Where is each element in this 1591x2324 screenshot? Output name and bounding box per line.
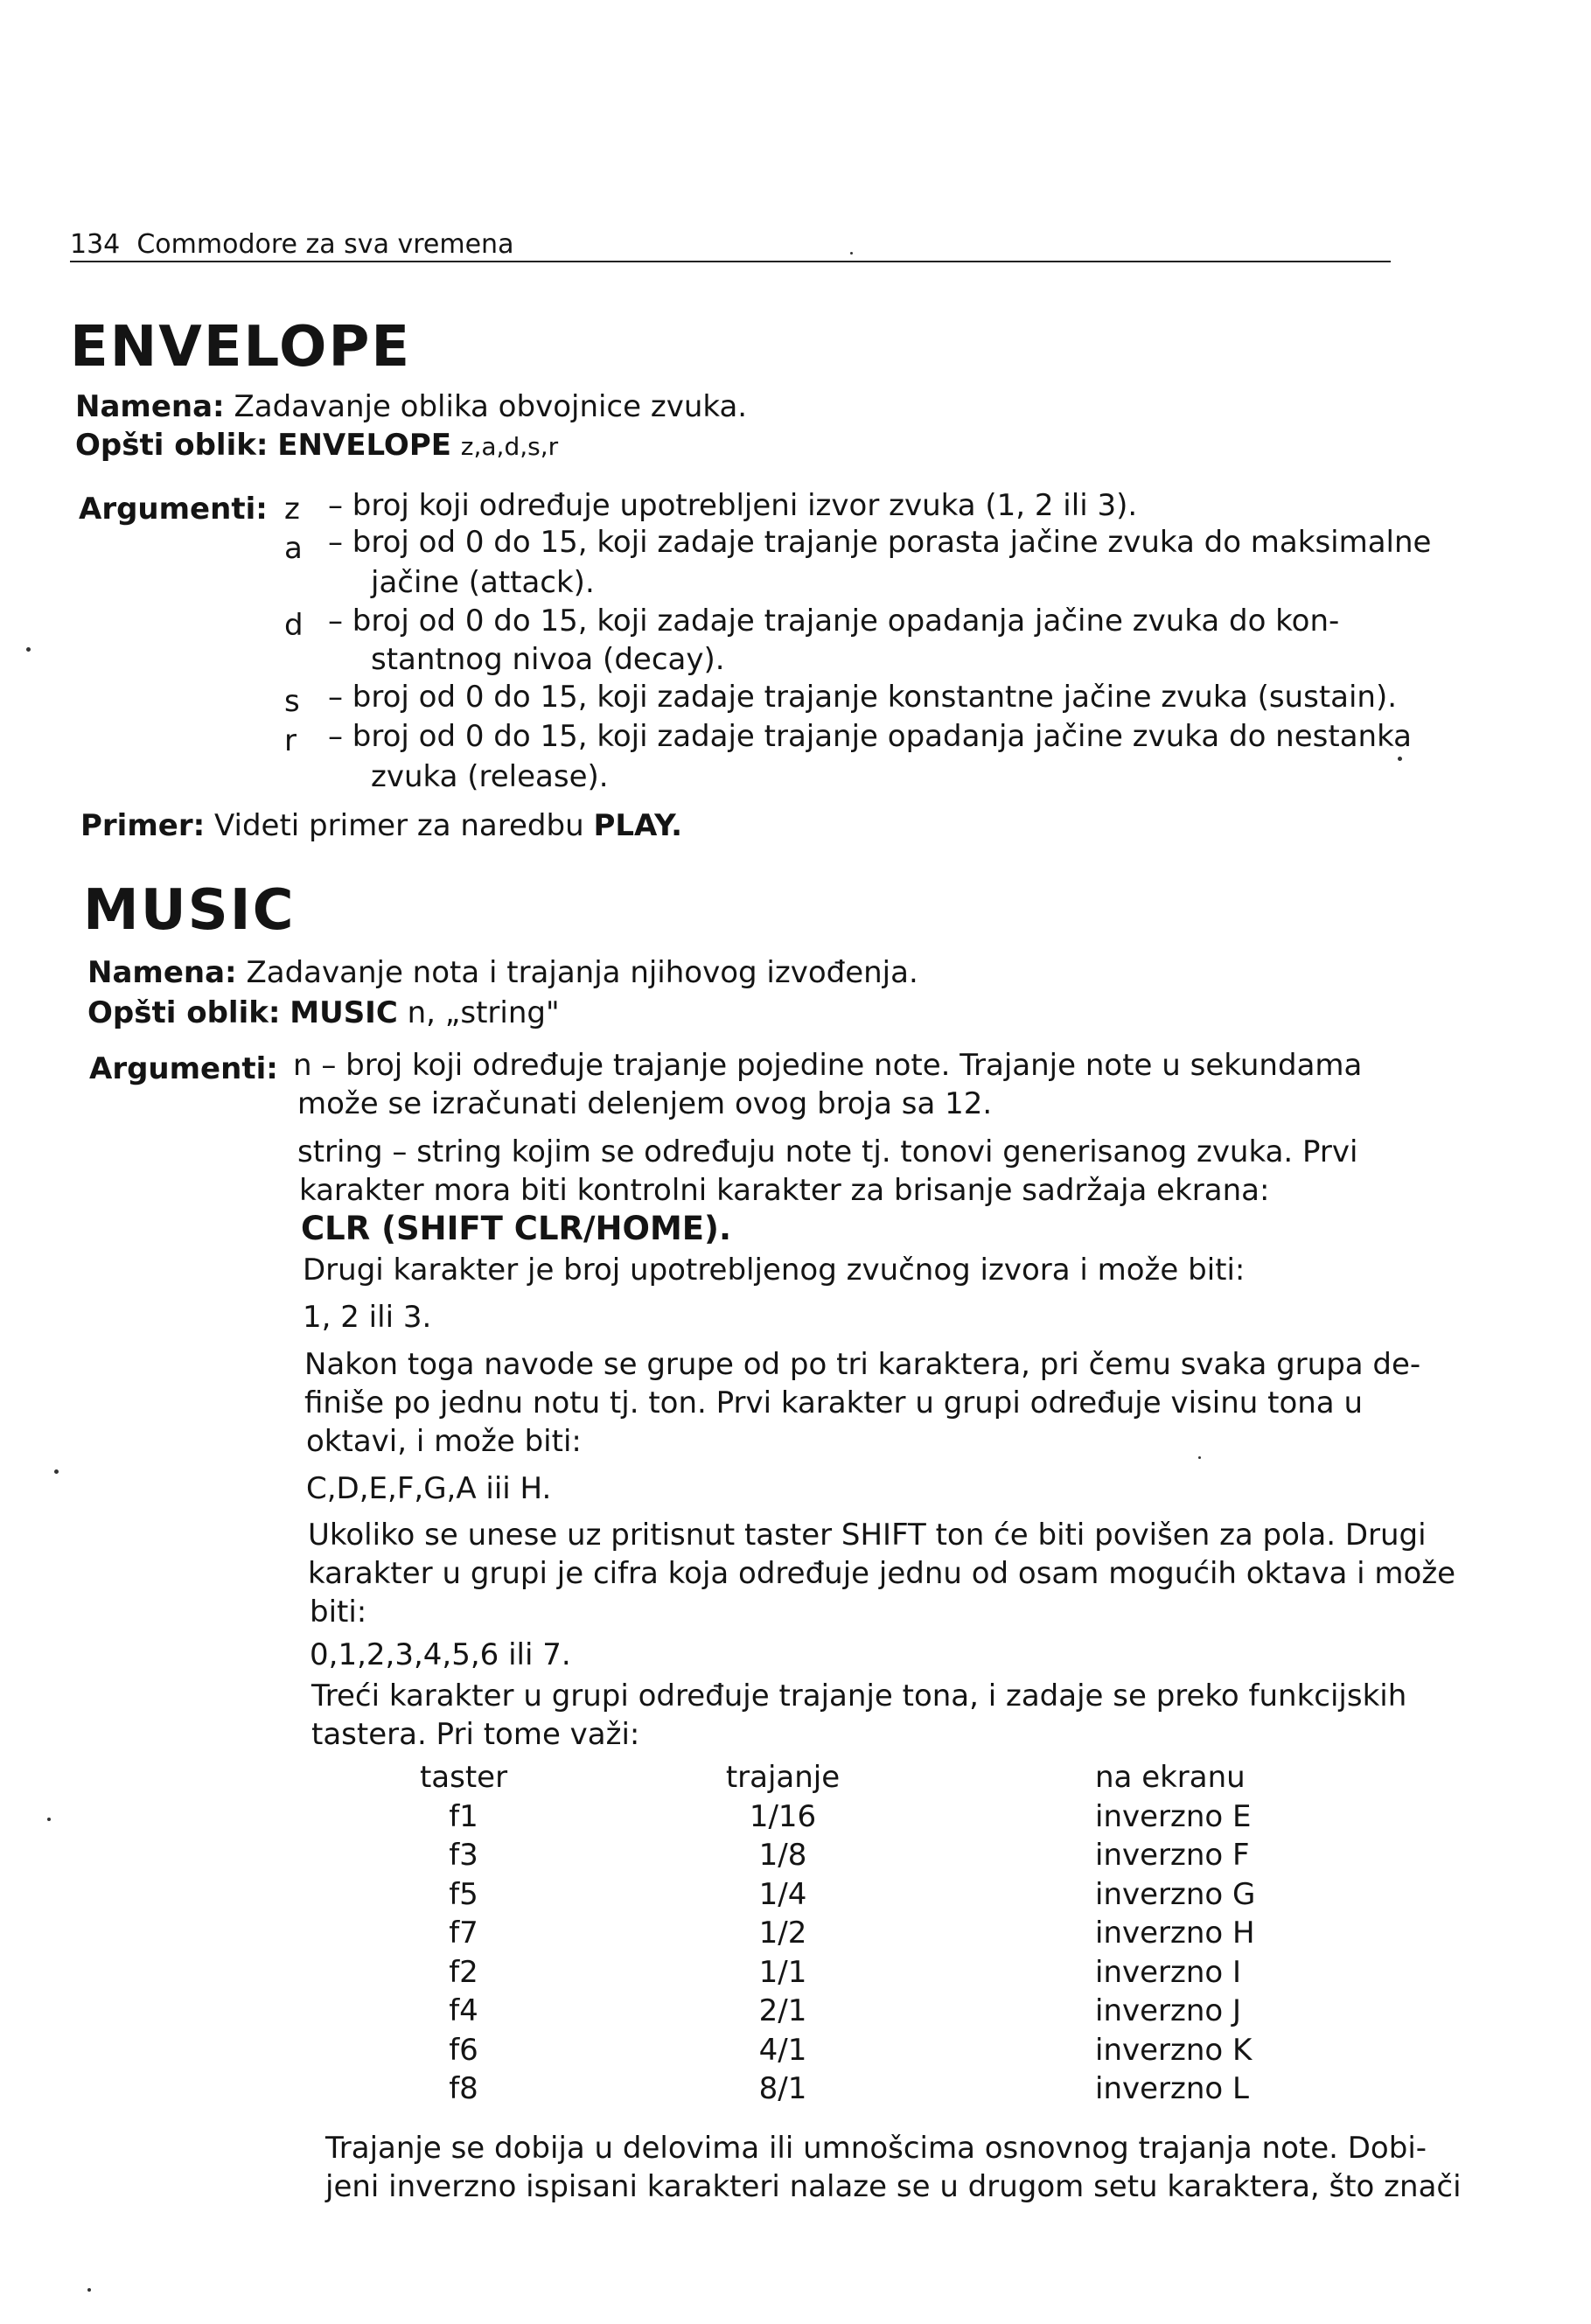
closing-paragraph-line: Trajanje se dobija u delovima ili umnošcima osnovnog trajanja note. Dobi-: [325, 2131, 1427, 2166]
table-cell-key: f6: [449, 2032, 478, 2068]
envelope-example: [80, 806, 682, 845]
arg-text-cont: stantnog nivoa (decay).: [371, 642, 725, 677]
table-cell-screen: inverzno F: [1095, 1838, 1250, 1873]
table-row: [398, 1955, 1360, 1994]
scan-speck: [850, 252, 853, 255]
table-cell-screen: inverzno J: [1095, 1993, 1242, 2028]
form-args: n, „string": [407, 995, 560, 1030]
scan-speck: [47, 1818, 51, 1821]
envelope-purpose: [75, 387, 747, 426]
envelope-form: [75, 426, 558, 466]
scan-speck: [1398, 757, 1402, 761]
music-args-label: Argumenti:: [89, 1051, 278, 1086]
table-cell-screen: inverzno G: [1095, 1876, 1256, 1912]
form-keyword: ENVELOPE: [277, 428, 451, 463]
music-nakon-line: oktavi, i može biti:: [306, 1424, 582, 1459]
music-ukoliko-line: Ukoliko se unese uz pritisnut taster SHIFT ton će biti povišen za pola. Drugi: [308, 1518, 1427, 1553]
table-cell-key: f8: [449, 2071, 478, 2106]
music-notes-values: C,D,E,F,G,A iii H.: [306, 1471, 552, 1506]
envelope-args-label: Argumenti:: [79, 492, 268, 527]
music-drugi-line: Drugi karakter je broj upotrebljenog zvučnog izvora i može biti:: [303, 1253, 1246, 1288]
table-cell-key: f7: [449, 1916, 478, 1951]
music-ukoliko-line: karakter u grupi je cifra koja određuje jednu od osam mogućih oktava i može: [308, 1556, 1456, 1591]
table-cell-screen: inverzno L: [1095, 2071, 1249, 2106]
purpose-text: Zadavanje nota i trajanja njihovog izvođenja.: [246, 955, 918, 990]
arg-name: z: [284, 492, 300, 527]
arg-name: s: [284, 684, 300, 719]
table-row: [398, 2071, 1360, 2111]
arg-name: a: [284, 531, 303, 566]
table-cell-duration: 2/1: [758, 1993, 807, 2028]
table-header: trajanje: [725, 1760, 841, 1795]
table-cell-screen: inverzno K: [1095, 2032, 1253, 2068]
example-text: Videti primer za naredbu: [214, 808, 584, 843]
table-header: na ekranu: [1095, 1760, 1246, 1795]
purpose-label: Namena:: [87, 955, 237, 990]
music-octave-values: 0,1,2,3,4,5,6 ili 7.: [310, 1637, 571, 1672]
purpose-label: Namena:: [75, 389, 225, 424]
page-number: 134: [70, 229, 121, 260]
table-cell-duration: 1/2: [758, 1916, 807, 1951]
music-string-line-cont: karakter mora biti kontrolni karakter za brisanje sadržaja ekrana:: [299, 1173, 1270, 1208]
scan-speck: [87, 2288, 91, 2292]
purpose-text: Zadavanje oblika obvojnice zvuka.: [234, 389, 748, 424]
header-rule: [70, 261, 1391, 262]
running-header: [70, 226, 513, 264]
table-cell-duration: 4/1: [758, 2032, 807, 2068]
arg-text: – broj od 0 do 15, koji zadaje trajanje porasta jačine zvuka do maksimalne: [328, 525, 1432, 560]
arg-text: – broj koji određuje upotrebljeni izvor zvuka (1, 2 ili 3).: [328, 488, 1138, 523]
envelope-heading: ENVELOPE: [70, 315, 412, 380]
table-header: taster: [419, 1760, 508, 1795]
scan-speck: [1198, 1456, 1201, 1459]
table-row: [398, 1838, 1360, 1877]
form-label: Opšti oblik:: [75, 428, 269, 463]
example-keyword: PLAY.: [593, 808, 682, 843]
table-cell-duration: 1/8: [758, 1838, 807, 1873]
music-nakon-line: Nakon toga navode se grupe od po tri karaktera, pri čemu svaka grupa de-: [304, 1347, 1421, 1382]
table-cell-screen: inverzno I: [1095, 1954, 1242, 1990]
form-keyword: MUSIC: [290, 995, 398, 1030]
music-nakon-line: finiše po jednu notu tj. ton. Prvi karakter u grupi određuje visinu tona u: [304, 1385, 1363, 1420]
table-row: [398, 1916, 1360, 1955]
scan-speck: [54, 1469, 59, 1474]
arg-name: r: [284, 723, 297, 758]
table-row: [398, 1799, 1360, 1839]
arg-text: – broj od 0 do 15, koji zadaje trajanje opadanja jačine zvuka do nestanka: [328, 719, 1413, 754]
table-cell-key: f2: [449, 1954, 478, 1990]
arg-text-cont: jačine (attack).: [371, 565, 595, 600]
music-form: [87, 994, 560, 1032]
table-cell-screen: inverzno E: [1095, 1798, 1252, 1834]
book-title: Commodore za sva vremena: [136, 229, 514, 260]
clr-keys: CLR (SHIFT CLR/HOME).: [301, 1210, 732, 1247]
arg-text: – broj od 0 do 15, koji zadaje trajanje opadanja jačine zvuka do kon-: [328, 604, 1340, 639]
function-key-table: [398, 1760, 1360, 2111]
form-args: z,a,d,s,r: [460, 432, 559, 461]
music-treci-line: Treći karakter u grupi određuje trajanje tona, i zadaje se preko funkcijskih: [311, 1678, 1407, 1713]
table-row: [398, 2033, 1360, 2072]
table-header-row: [398, 1760, 1360, 1799]
table-cell-key: f3: [449, 1838, 478, 1873]
music-string-line: string – string kojim se određuju note tj. tonovi generisanog zvuka. Prvi: [297, 1134, 1358, 1169]
table-cell-duration: 1/1: [758, 1954, 807, 1990]
music-n-line-cont: može se izračunati delenjem ovog broja sa 12.: [297, 1086, 993, 1121]
arg-text: – broj od 0 do 15, koji zadaje trajanje konstantne jačine zvuka (sustain).: [328, 680, 1398, 715]
form-label: Opšti oblik:: [87, 995, 281, 1030]
table-cell-key: f5: [449, 1876, 478, 1912]
arg-text-cont: zvuka (release).: [371, 759, 609, 794]
table-cell-key: f4: [449, 1993, 478, 2028]
example-label: Primer:: [80, 808, 206, 843]
music-purpose: [87, 953, 918, 992]
music-n-line: n – broj koji određuje trajanje pojedine note. Trajanje note u sekundama: [293, 1048, 1363, 1083]
music-drugi-values: 1, 2 ili 3.: [303, 1300, 432, 1335]
arg-name: d: [284, 608, 304, 643]
music-ukoliko-line: biti:: [310, 1595, 367, 1630]
music-treci-line: tastera. Pri tome važi:: [311, 1717, 640, 1752]
table-cell-key: f1: [449, 1798, 478, 1834]
table-cell-duration: 1/4: [758, 1876, 807, 1912]
table-cell-screen: inverzno H: [1095, 1916, 1255, 1951]
table-cell-duration: 1/16: [749, 1798, 817, 1834]
table-cell-duration: 8/1: [758, 2071, 807, 2106]
music-heading: MUSIC: [83, 878, 296, 943]
scan-speck: [26, 647, 31, 652]
table-row: [398, 1993, 1360, 2033]
closing-paragraph-line: jeni inverzno ispisani karakteri nalaze se u drugom setu karaktera, što znači: [325, 2169, 1462, 2204]
table-row: [398, 1877, 1360, 1916]
